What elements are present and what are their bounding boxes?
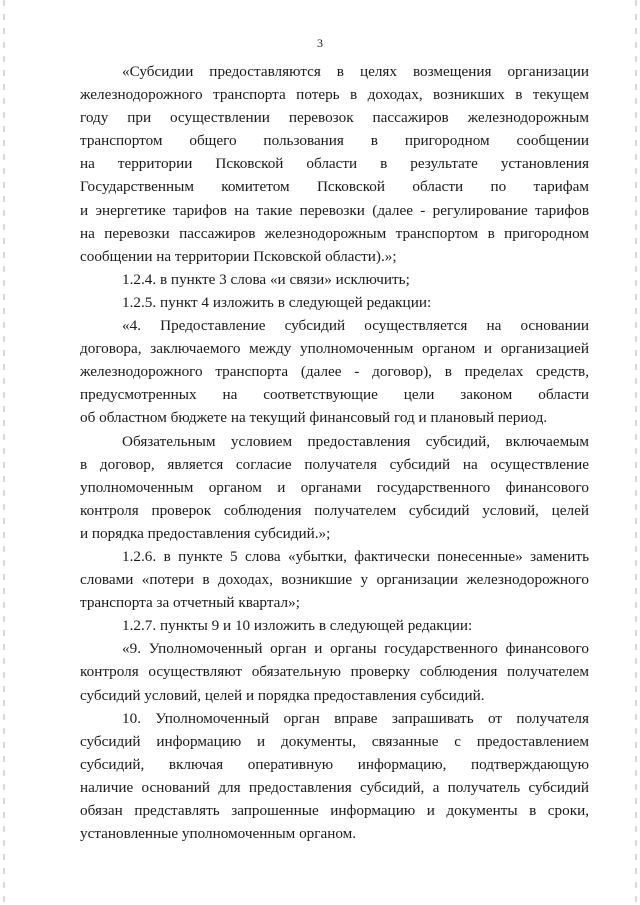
paragraph [80, 707, 589, 846]
text-line: Государственным комитетом Псковской области по тарифам [80, 178, 589, 196]
text-line: на территории Псковской области в результате установления [80, 155, 589, 173]
text-line: Обязательным условием предоставления субсидий, включаемым [122, 432, 589, 450]
text-line: «9. Уполномоченный орган и органы государственного финансового [122, 640, 589, 658]
paragraph [80, 637, 589, 706]
text-line: субсидий условий, целей и порядка предоставления субсидий. [80, 686, 485, 704]
text-line: железнодорожного транспорта потерь в доходах, возникших в текущем [80, 86, 589, 104]
text-line: контроля осуществляют обязательную проверку соблюдения получателем [80, 663, 589, 681]
text-line: 10. Уполномоченный орган вправе запрашивать от получателя [122, 709, 589, 727]
scan-edge-left [3, 0, 5, 905]
text-line: на перевозки пассажиров железнодорожным транспортом в пригородном [80, 224, 589, 242]
paragraph [80, 614, 589, 637]
paragraph [80, 430, 589, 545]
text-line: и энергетике тарифов на такие перевозки (далее - регулирование тарифов [80, 201, 589, 219]
text-line: транспорта за отчетный квартал»; [80, 594, 300, 612]
text-line: сообщении на территории Псковской области).»; [80, 247, 397, 265]
paragraph [80, 60, 589, 268]
text-line: 1.2.6. в пункте 5 слова «убытки, фактически понесенные» заменить [122, 547, 589, 565]
text-line: 1.2.5. пункт 4 изложить в следующей редакции: [122, 293, 432, 311]
scan-edge-right [635, 0, 637, 905]
paragraph [80, 268, 589, 291]
text-line: 1.2.7. пункты 9 и 10 изложить в следующей редакции: [122, 617, 473, 635]
text-line: уполномоченным органом и органами государственного финансового [80, 478, 589, 496]
text-line: «Субсидии предоставляются в целях возмещения организации [122, 63, 589, 80]
paragraph [80, 314, 589, 429]
text-line: субсидий, включая оперативную информацию, подтверждающую [80, 755, 589, 773]
text-line: договора, заключаемого между уполномоченным органом и организацией [80, 340, 589, 358]
text-line: установленные уполномоченным органом. [80, 825, 357, 843]
text-line: словами «потери в доходах, возникшие у организации железнодорожного [80, 571, 589, 589]
text-line: 1.2.4. в пункте 3 слова «и связи» исключить; [122, 270, 410, 288]
text-line: субсидий информацию и документы, связанные с предоставлением [80, 732, 589, 750]
text-line: об областном бюджете на текущий финансовый год и плановый период. [80, 409, 548, 427]
text-line: в договор, является согласие получателя субсидий на осуществление [80, 455, 589, 473]
text-line: «4. Предоставление субсидий осуществляется на основании [122, 317, 589, 335]
paragraph [80, 291, 589, 314]
text-line: и порядка предоставления субсидий.»; [80, 524, 331, 542]
text-line: железнодорожного транспорта (далее - договор), в пределах средств, [80, 363, 589, 381]
paragraph [80, 545, 589, 614]
text-line: наличие оснований для предоставления субсидий, а получатель субсидий [80, 778, 589, 796]
text-line: контроля проверок соблюдения получателем субсидий условий, целей [80, 501, 589, 519]
text-line: обязан представлять запрошенные информацию и документы в сроки, [80, 802, 589, 819]
document-body [80, 60, 589, 845]
text-line: году при осуществлении перевозок пассажиров железнодорожным [80, 109, 589, 127]
page-number: 3 [317, 36, 323, 50]
text-line: транспортом общего пользования в пригородном сообщении [80, 132, 589, 150]
text-line: предусмотренных на соответствующие цели законом области [80, 386, 589, 404]
